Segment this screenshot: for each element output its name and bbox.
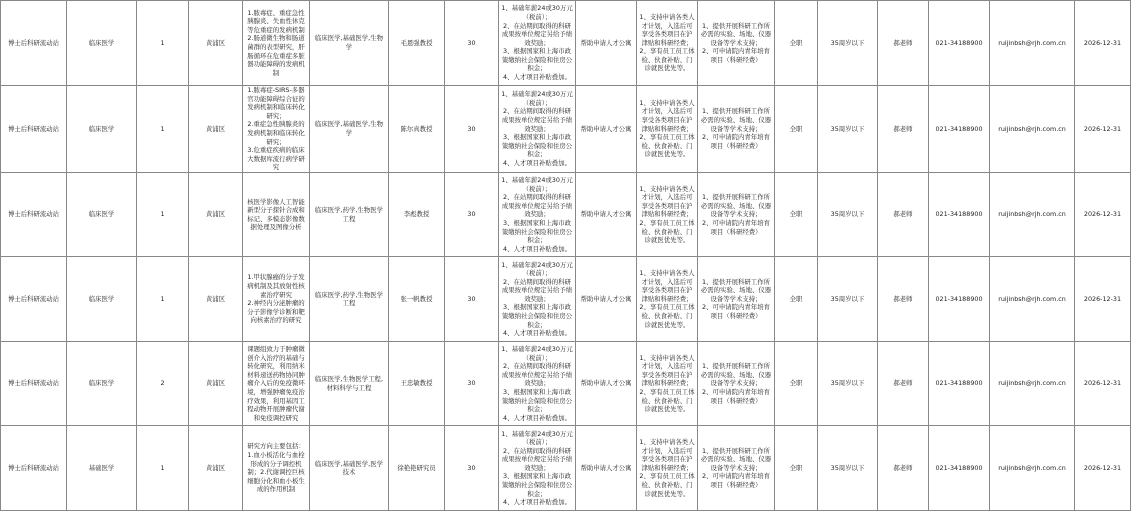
email-cell: ruijinbsh@rjh.com.cn	[990, 172, 1075, 257]
supervisor-cell: 王忠敏教授	[389, 341, 445, 426]
contact-cell: 郝老师	[878, 86, 929, 173]
salary-cell: 1、基础年薪24或30万元（税前）； 2、在站期间取得的科研成果按单位规定另给予绩效奖励； 3、根据国家和上海市政策缴纳社会保险和住房公积金； 4、人才项目补贴叠加。	[499, 341, 576, 426]
support-cell: 1、提供开展科研工作所必需的实验、场地、仪器设备等学术支持； 2、可申请院内青年培育项目（科研经费）	[698, 257, 775, 342]
employment-type-cell: 全职	[775, 172, 818, 257]
age-limit-cell: 35周岁以下	[818, 86, 878, 173]
phone-cell: 021-34188900	[929, 426, 990, 511]
phone-cell: 021-34188900	[929, 86, 990, 173]
station-cell: 博士后科研流动站	[1, 1, 67, 86]
contact-cell: 郝老师	[878, 257, 929, 342]
discipline-cell: 临床医学	[67, 1, 137, 86]
contact-cell: 郝老师	[878, 172, 929, 257]
salary-cell: 1、基础年薪24或30万元（税前）； 2、在站期间取得的科研成果按单位规定另给予绩效奖励； 3、根据国家和上海市政策缴纳社会保险和住房公积金； 4、人才项目补贴叠加。	[499, 172, 576, 257]
email-cell: ruijinbsh@rjh.com.cn	[990, 341, 1075, 426]
contact-cell: 郝老师	[878, 341, 929, 426]
salary-cell: 1、基础年薪24或30万元（税前）； 2、在站期间取得的科研成果按单位规定另给予绩效奖励； 3、根据国家和上海市政策缴纳社会保险和住房公积金； 4、人才项目补贴叠加。	[499, 86, 576, 173]
research-cell: 1.脓毒症-SIRS-多器官功能障碍综合征的发病机制和临床转化研究； 2.重症急性胰腺炎的发病机制和临床转化研究； 3.危重症疾病的临床大数据库流行病学研究	[243, 86, 310, 173]
contact-cell: 郝老师	[878, 426, 929, 511]
discipline-cell: 临床医学	[67, 172, 137, 257]
research-cell: 课题组致力于肿瘤微创介入治疗的基础与转化研究，利用纳米材料递送药物协同肿瘤介入后的免疫微环境，增强肿瘤免疫治疗效果，利用基因工程动物开展肿瘤代谢和免疫调控研究	[243, 341, 310, 426]
support-cell: 1、提供开展科研工作所必需的实验、场地、仪器设备等学术支持； 2、可申请院内青年培育项目（科研经费）	[698, 426, 775, 511]
supervisor-cell: 徐艳艳研究员	[389, 426, 445, 511]
housing-cell: 帮助申请人才公寓	[576, 86, 637, 173]
majors-cell: 临床医学,基础医学,医学技术	[310, 426, 389, 511]
supervisor-cell: 张一帆教授	[389, 257, 445, 342]
station-cell: 博士后科研流动站	[1, 257, 67, 342]
deadline-cell: 2026-12-31	[1075, 86, 1131, 173]
research-cell: 1.甲状腺癌的分子发病机制及其放射性核素治疗研究 2.神经内分泌肿瘤的分子影像学诊断和靶向核素治疗的研究	[243, 257, 310, 342]
benefits-cell: 1、支持申请各类人才计划，入选后可享受各类项目在沪津贴和科研经费； 2、享有员工员工体检、伙食补贴、门诊就医优先等。	[637, 172, 698, 257]
count-cell: 1	[137, 172, 189, 257]
age-cell: 30	[445, 257, 499, 342]
benefits-cell: 1、支持申请各类人才计划，入选后可享受各类项目在沪津贴和科研经费； 2、享有员工员工体检、伙食补贴、门诊就医优先等。	[637, 1, 698, 86]
table-row	[1, 1, 1131, 86]
table-row	[1, 172, 1131, 257]
benefits-cell: 1、支持申请各类人才计划，入选后可享受各类项目在沪津贴和科研经费； 2、享有员工员工体检、伙食补贴、门诊就医优先等。	[637, 426, 698, 511]
deadline-cell: 2026-12-31	[1075, 1, 1131, 86]
count-cell: 1	[137, 426, 189, 511]
majors-cell: 临床医学,生物医学工程,材料科学与工程	[310, 341, 389, 426]
phone-cell: 021-34188900	[929, 341, 990, 426]
employment-type-cell: 全职	[775, 257, 818, 342]
housing-cell: 帮助申请人才公寓	[576, 257, 637, 342]
table-row	[1, 341, 1131, 426]
age-cell: 30	[445, 172, 499, 257]
email-cell: ruijinbsh@rjh.com.cn	[990, 426, 1075, 511]
phone-cell: 021-34188900	[929, 172, 990, 257]
discipline-cell: 临床医学	[67, 86, 137, 173]
benefits-cell: 1、支持申请各类人才计划，入选后可享受各类项目在沪津贴和科研经费； 2、享有员工员工体检、伙食补贴、门诊就医优先等。	[637, 257, 698, 342]
housing-cell: 帮助申请人才公寓	[576, 341, 637, 426]
benefits-cell: 1、支持申请各类人才计划，入选后可享受各类项目在沪津贴和科研经费； 2、享有员工员工体检、伙食补贴、门诊就医优先等。	[637, 341, 698, 426]
employment-type-cell: 全职	[775, 86, 818, 173]
count-cell: 1	[137, 1, 189, 86]
employment-type-cell: 全职	[775, 426, 818, 511]
deadline-cell: 2026-12-31	[1075, 257, 1131, 342]
email-cell: ruijinbsh@rjh.com.cn	[990, 86, 1075, 173]
station-cell: 博士后科研流动站	[1, 86, 67, 173]
benefits-cell: 1、支持申请各类人才计划，入选后可享受各类项目在沪津贴和科研经费； 2、享有员工员工体检、伙食补贴、门诊就医优先等。	[637, 86, 698, 173]
district-cell: 黄浦区	[189, 341, 243, 426]
support-cell: 1、提供开展科研工作所必需的实验、场地、仪器设备等学术支持； 2、可申请院内青年培育项目（科研经费）	[698, 172, 775, 257]
salary-cell: 1、基础年薪24或30万元（税前）； 2、在站期间取得的科研成果按单位规定另给予绩效奖励； 3、根据国家和上海市政策缴纳社会保险和住房公积金； 4、人才项目补贴叠加。	[499, 1, 576, 86]
count-cell: 1	[137, 257, 189, 342]
deadline-cell: 2026-12-31	[1075, 426, 1131, 511]
supervisor-cell: 陈尔真教授	[389, 86, 445, 173]
district-cell: 黄浦区	[189, 257, 243, 342]
age-limit-cell: 35周岁以下	[818, 172, 878, 257]
count-cell: 2	[137, 341, 189, 426]
district-cell: 黄浦区	[189, 86, 243, 173]
support-cell: 1、提供开展科研工作所必需的实验、场地、仪器设备等学术支持； 2、可申请院内青年培育项目（科研经费）	[698, 1, 775, 86]
email-cell: ruijinbsh@rjh.com.cn	[990, 257, 1075, 342]
majors-cell: 临床医学,基础医学,生物学	[310, 86, 389, 173]
age-limit-cell: 35周岁以下	[818, 426, 878, 511]
age-cell: 30	[445, 1, 499, 86]
age-cell: 30	[445, 426, 499, 511]
discipline-cell: 临床医学	[67, 257, 137, 342]
station-cell: 博士后科研流动站	[1, 172, 67, 257]
housing-cell: 帮助申请人才公寓	[576, 172, 637, 257]
age-cell: 30	[445, 86, 499, 173]
supervisor-cell: 毛恩强教授	[389, 1, 445, 86]
age-limit-cell: 35周岁以下	[818, 341, 878, 426]
housing-cell: 帮助申请人才公寓	[576, 1, 637, 86]
phone-cell: 021-34188900	[929, 1, 990, 86]
email-cell: ruijinbsh@rjh.com.cn	[990, 1, 1075, 86]
count-cell: 1	[137, 86, 189, 173]
support-cell: 1、提供开展科研工作所必需的实验、场地、仪器设备等学术支持； 2、可申请院内青年培育项目（科研经费）	[698, 341, 775, 426]
station-cell: 博士后科研流动站	[1, 426, 67, 511]
research-cell: 核医学影像人工智能新型分子探针合成和标记、多模态影像数据处理及图像分析	[243, 172, 310, 257]
station-cell: 博士后科研流动站	[1, 341, 67, 426]
discipline-cell: 临床医学	[67, 341, 137, 426]
deadline-cell: 2026-12-31	[1075, 341, 1131, 426]
age-cell: 30	[445, 341, 499, 426]
research-cell: 1.脓毒症、重症急性胰腺炎、失血性休克等危重症的发病机制 2.肠道微生物和肠道菌群的表型研究，肝肠循环在危重症多脏器功能障碍的发病机制	[243, 1, 310, 86]
majors-cell: 临床医学,基础医学,生物学	[310, 1, 389, 86]
district-cell: 黄浦区	[189, 426, 243, 511]
contact-cell: 郝老师	[878, 1, 929, 86]
discipline-cell: 基础医学	[67, 426, 137, 511]
majors-cell: 临床医学,药学,生物医学工程	[310, 257, 389, 342]
phone-cell: 021-34188900	[929, 257, 990, 342]
district-cell: 黄浦区	[189, 1, 243, 86]
salary-cell: 1、基础年薪24或30万元（税前）； 2、在站期间取得的科研成果按单位规定另给予绩效奖励； 3、根据国家和上海市政策缴纳社会保险和住房公积金； 4、人才项目补贴叠加。	[499, 426, 576, 511]
majors-cell: 临床医学,药学,生物医学工程	[310, 172, 389, 257]
age-limit-cell: 35周岁以下	[818, 1, 878, 86]
deadline-cell: 2026-12-31	[1075, 172, 1131, 257]
research-cell: 研究方向主要包括：1.血小板活化与血栓形成的分子调控机制；2.代谢调控巨核细胞分化和血小板生成的作用机制	[243, 426, 310, 511]
housing-cell: 帮助申请人才公寓	[576, 426, 637, 511]
supervisor-cell: 李彪教授	[389, 172, 445, 257]
employment-type-cell: 全职	[775, 1, 818, 86]
table-body	[1, 1, 1131, 511]
employment-type-cell: 全职	[775, 341, 818, 426]
age-limit-cell: 35周岁以下	[818, 257, 878, 342]
table-row	[1, 426, 1131, 511]
district-cell: 黄浦区	[189, 172, 243, 257]
salary-cell: 1、基础年薪24或30万元（税前）； 2、在站期间取得的科研成果按单位规定另给予绩效奖励； 3、根据国家和上海市政策缴纳社会保险和住房公积金； 4、人才项目补贴叠加。	[499, 257, 576, 342]
table-row	[1, 257, 1131, 342]
support-cell: 1、提供开展科研工作所必需的实验、场地、仪器设备等学术支持； 2、可申请院内青年培育项目（科研经费）	[698, 86, 775, 173]
table-row	[1, 86, 1131, 173]
